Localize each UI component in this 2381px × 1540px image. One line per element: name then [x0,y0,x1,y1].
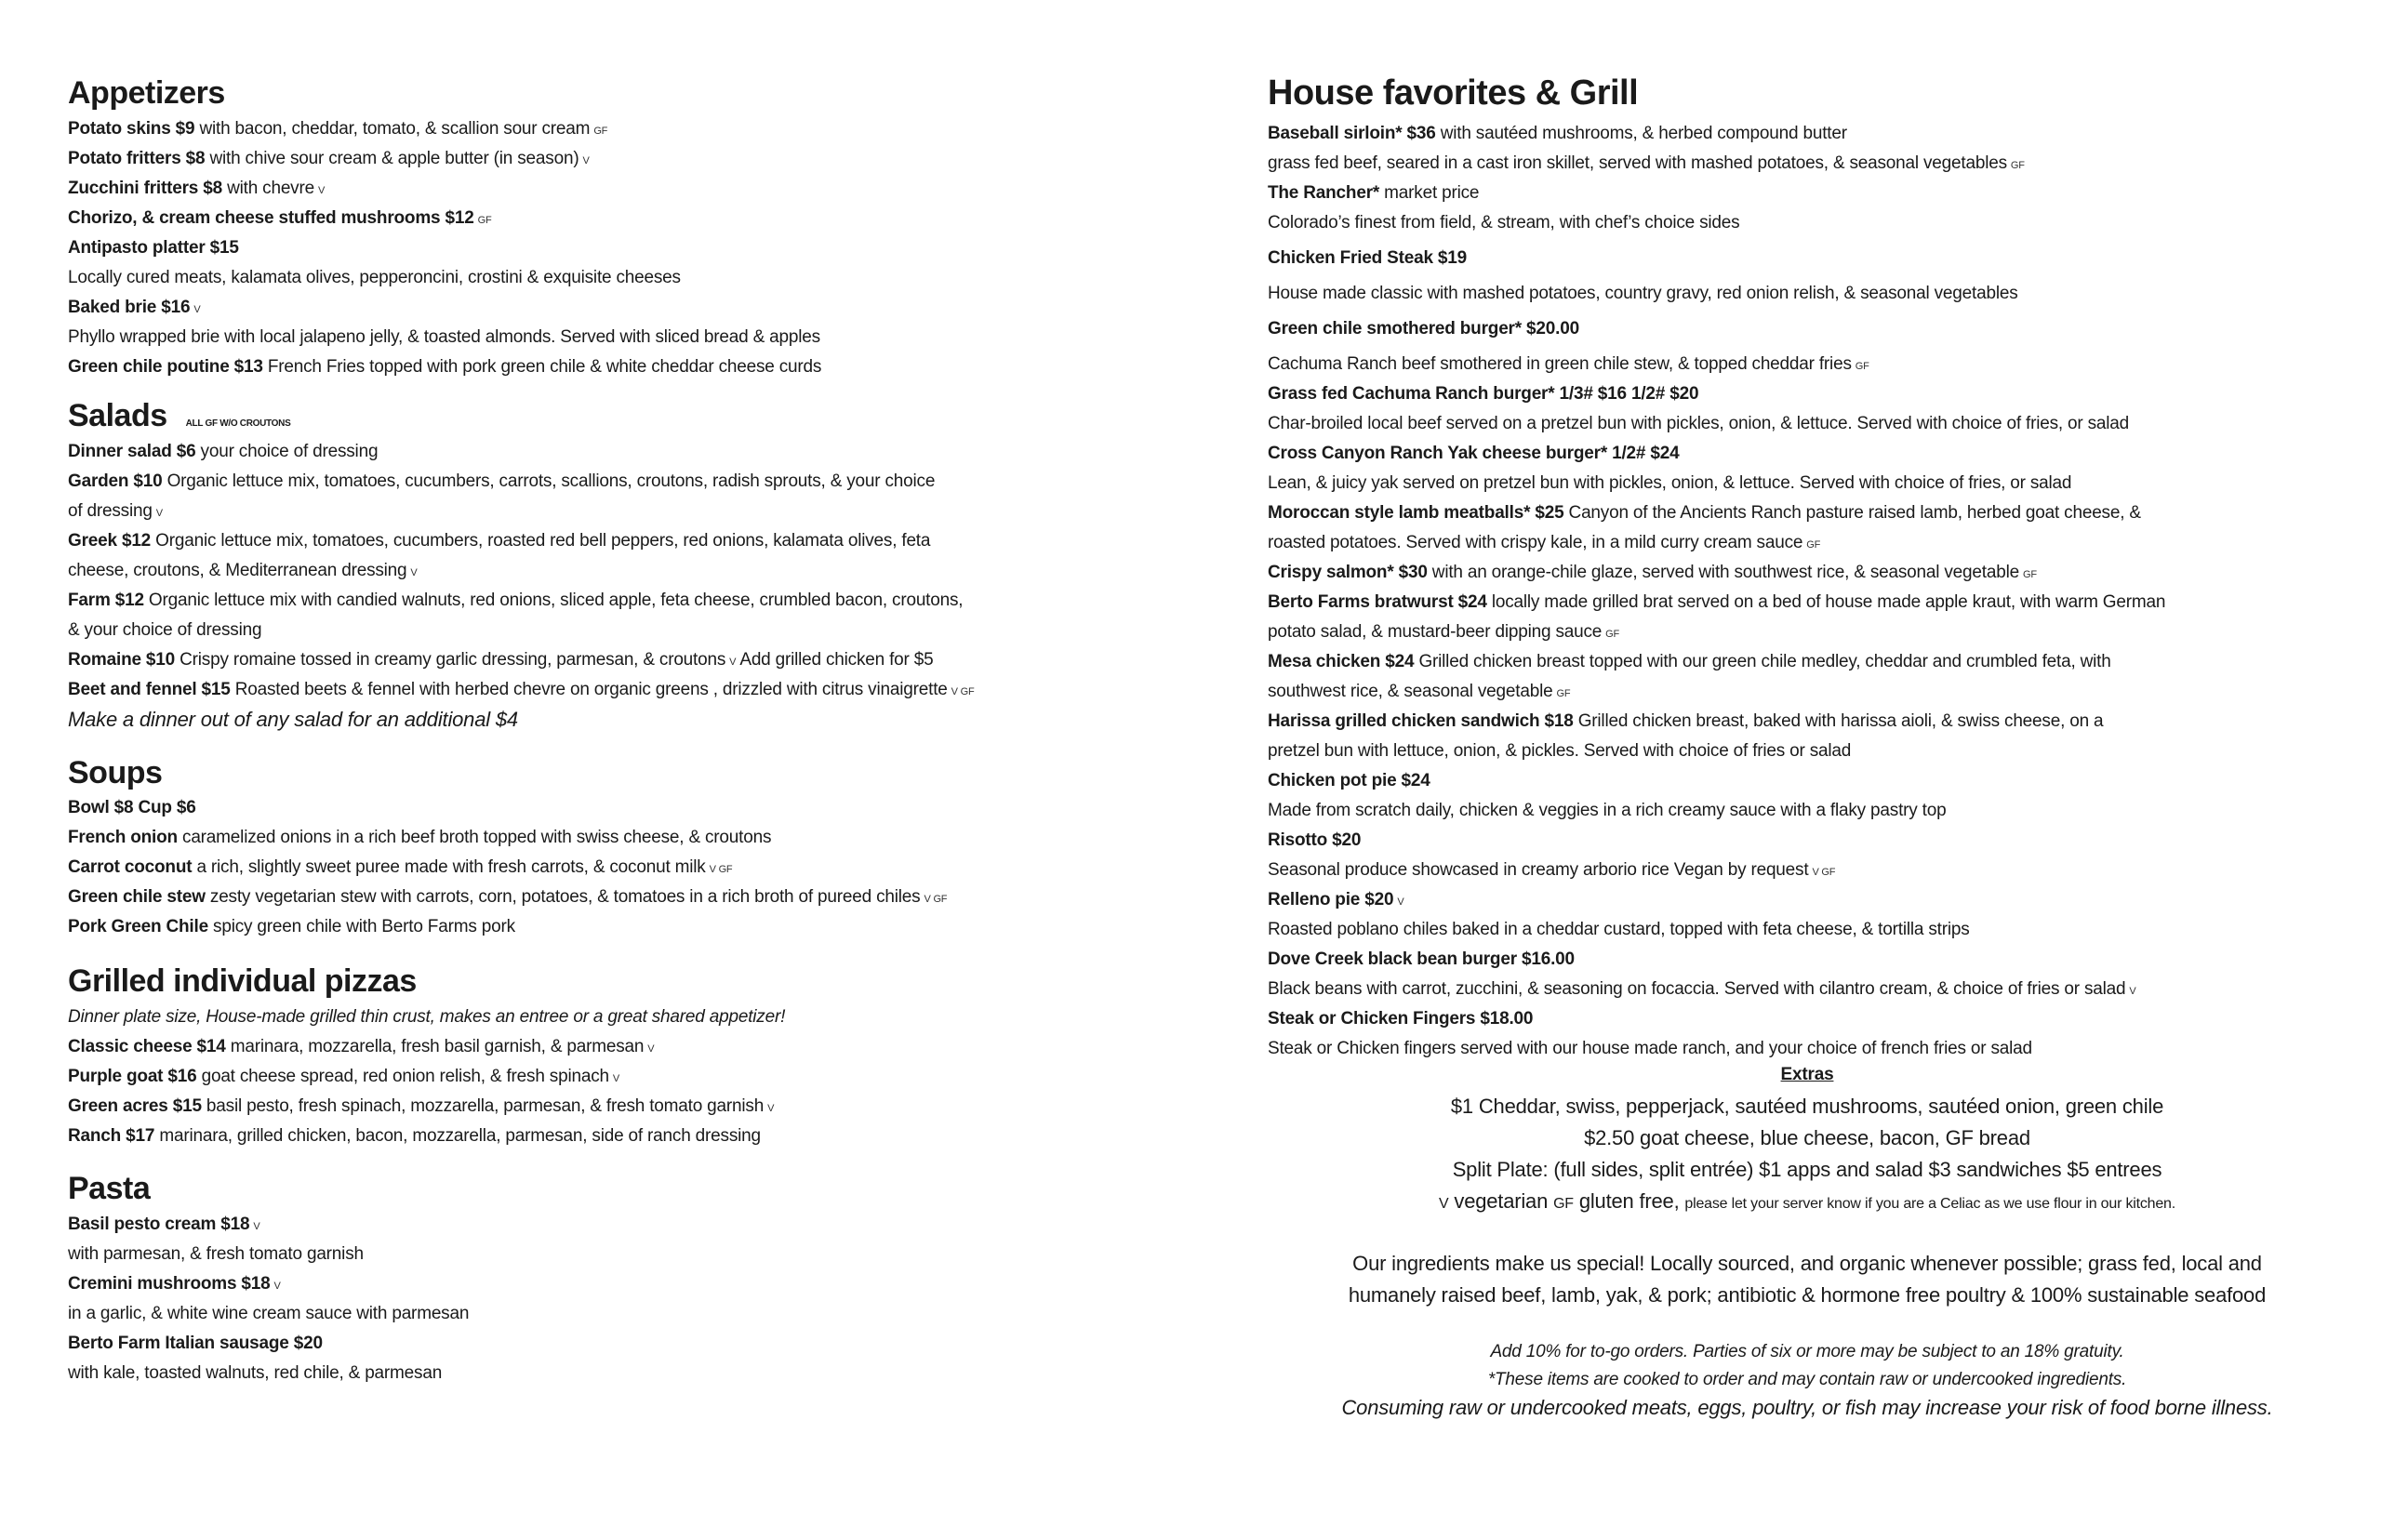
menu-item [68,856,732,881]
item-description: with chive sour cream & apple butter (in season) [205,149,579,168]
item-description: with sautéed mushrooms, & herbed compound butter [1435,124,1847,143]
salads-title: Salads [68,398,167,433]
item-description: House made classic with mashed potatoes, country gravy, red onion relish, & seasonal vegetables [1268,284,2018,303]
item-name: Ranch $17 [68,1126,155,1146]
soups-pricing [68,797,196,819]
menu-item [68,649,934,673]
item-description: marinara, grilled chicken, bacon, mozzarella, parmesan, side of ranch dressing [154,1126,761,1146]
item-name: Green chile stew [68,887,206,907]
item-description: roasted potatoes. Served with crispy kale, in a mild curry cream sauce [1268,533,1803,552]
dietary-tag: V [253,1221,260,1232]
item-name: Purple goat $16 [68,1067,197,1086]
item-description: potato salad, & mustard-beer dipping sauce [1268,622,1603,642]
item-name: Beet and fennel $15 [68,680,231,699]
item-description: market price [1379,183,1480,203]
item-description: Phyllo wrapped brie with local jalapeno jelly, & toasted almonds. Served with sliced bread & apples [68,327,820,347]
dietary-tag: GF [593,126,608,137]
item-description: Steak or Chicken fingers served with our house made ranch, and your choice of french fries or salad [1268,1039,2032,1058]
item-name: Steak or Chicken Fingers $18.00 [1268,1009,1534,1029]
legend-celiac: please let your server know if you are a Celiac as we use flour in our kitchen. [1684,1196,2175,1212]
extras-title-row [1268,1062,2347,1088]
item-description: Seasonal produce showcased in creamy arborio rice Vegan by request [1268,860,1809,880]
item-name: Pork Green Chile [68,917,208,936]
item-name: Mesa chicken $24 [1268,652,1415,671]
item-name: Green acres $15 [68,1096,202,1116]
item-description: with an orange-chile glaze, served with southwest rice, & seasonal vegetable [1427,563,2019,582]
menu-item [68,679,975,703]
item-description: Organic lettuce mix with candied walnuts, red onions, sliced apple, feta cheese, crumbled bacon, croutons, [143,591,964,610]
item-name: Zucchini fritters $8 [68,179,222,198]
dietary-tag: V GF [709,864,733,875]
dietary-tag: GF [1556,688,1571,699]
item-description: with parmesan, & fresh tomato garnish [68,1244,364,1264]
menu-item [1268,353,1869,378]
menu-item [68,1303,469,1325]
item-name: Moroccan style lamb meatballs* $25 [1268,503,1564,523]
dietary-tag: V [273,1281,281,1292]
section-title-appetizers: Appetizers [68,75,225,111]
menu-item [68,1273,281,1297]
item-addon: Add grilled chicken for $5 [736,650,934,670]
dietary-tag: V [317,185,326,196]
menu-item [1268,770,1430,792]
item-name: Classic cheese $14 [68,1037,226,1056]
menu-item [68,441,378,463]
menu-item [1268,978,2136,1002]
item-name: Harissa grilled chicken sandwich $18 [1268,711,1574,731]
menu-item [68,886,947,910]
item-name: Carrot coconut [68,857,193,877]
menu-item [1268,383,1698,405]
menu-item [1268,740,1851,763]
dietary-tag: GF [2022,569,2037,580]
menu-item [68,207,491,232]
section-title-pasta: Pasta [68,1171,151,1206]
dietary-tag: V [410,567,418,578]
menu-item [1268,800,1947,822]
item-name: Farm $12 [68,591,144,610]
item-description: pretzel bun with lettuce, onion, & pickles. Served with choice of fries or salad [1268,741,1852,761]
extras-title: Extras [1780,1065,1834,1084]
item-name: Risotto $20 [1268,830,1362,850]
item-name: Baseball sirloin* $36 [1268,124,1436,143]
menu-item [1268,591,2165,614]
item-description: Black beans with carrot, zucchini, & seasoning on focaccia. Served with cilantro cream, & choice of fries or salad [1268,979,2126,999]
item-description: spicy green chile with Berto Farms pork [207,917,515,936]
menu-item [68,1095,774,1120]
menu-item [1268,318,1579,340]
item-description: & your choice of dressing [68,620,262,640]
item-description: Crispy romaine tossed in creamy garlic dressing, parmesan, & croutons [175,650,726,670]
menu-item [1268,472,2071,495]
legend-gf: GF [1553,1196,1574,1212]
menu-item [68,471,935,493]
dietary-tag: GF [1605,629,1620,640]
dietary-tag: GF [1855,361,1869,372]
item-name: Berto Farm Italian sausage $20 [68,1334,323,1353]
item-description: Locally cured meats, kalamata olives, pepperoncini, crostini & exquisite cheeses [68,268,681,287]
salads-note: ALL GF W/O CROUTONS [185,418,291,429]
item-description: basil pesto, fresh spinach, mozzarella, parmesan, & fresh tomato garnish [201,1096,765,1116]
extras-line: $2.50 goat cheese, blue cheese, bacon, GF bread [1584,1126,2030,1149]
item-name: Relleno pie $20 [1268,890,1394,909]
legend-gf-label: gluten free, [1578,1189,1680,1213]
item-name: Dove Creek black bean burger $16.00 [1268,949,1575,969]
menu-item [1268,949,1575,971]
soups-pricing-text: Bowl $8 Cup $6 [68,798,196,817]
item-description: goat cheese spread, red onion relish, & fresh spinach [196,1067,609,1086]
item-name: Chicken Fried Steak $19 [1268,248,1468,268]
item-name: Chicken pot pie $24 [1268,771,1430,790]
item-description: Lean, & juicy yak served on pretzel bun with pickles, onion, & lettuce. Served with choice of fries, or salad [1268,473,2072,493]
item-name: Chorizo, & cream cheese stuffed mushrooms $12 [68,208,474,228]
menu-item [1268,532,1820,556]
menu-item [1268,1008,1533,1030]
item-description: with chevre [222,179,314,198]
menu-item [68,178,325,202]
dietary-legend [1268,1188,2347,1217]
menu-item [1268,889,1403,913]
section-title-soups: Soups [68,755,163,790]
dietary-tag: V [729,657,737,668]
section-title-house-favorites: House favorites & Grill [1268,73,1639,113]
item-description: Roasted poblano chiles baked in a cheddar custard, topped with feta cheese, & tortilla strips [1268,920,1970,939]
menu-item [68,827,771,849]
item-description: Colorado’s finest from field, & stream, with chef’s choice sides [1268,213,1740,232]
menu-item [68,118,607,142]
item-name: French onion [68,828,178,847]
item-name: Grass fed Cachuma Ranch burger* 1/3# $16 1/2# $20 [1268,384,1699,404]
dietary-tag: V [193,304,201,315]
item-name: Baked brie $16 [68,298,191,317]
menu-item [1268,247,1467,270]
menu-item [1268,182,1479,205]
menu-item [68,356,821,378]
item-name: Berto Farms bratwurst $24 [1268,592,1487,612]
menu-item [1268,681,1570,705]
item-name: Green chile smothered burger* $20.00 [1268,319,1579,339]
dietary-tag: V GF [924,894,948,905]
item-name: Greek $12 [68,531,152,551]
disclaimer: Consuming raw or undercooked meats, eggs, poultry, or fish may increase your risk of food borne illness. [1341,1396,2273,1419]
item-name: Basil pesto cream $18 [68,1215,250,1234]
menu-item [68,560,418,584]
item-description: of dressing [68,501,153,521]
item-name: Cross Canyon Ranch Yak cheese burger* 1/2# $24 [1268,444,1680,463]
dietary-tag: V [647,1043,655,1055]
menu-item [1268,502,2141,524]
item-name: Potato skins $9 [68,119,195,139]
item-description: in a garlic, & white wine cream sauce with parmesan [68,1304,470,1323]
dietary-tag: GF [2010,160,2025,171]
dietary-tag: V GF [951,686,975,697]
dietary-tag: V [1397,896,1404,908]
menu-item [1268,651,2111,673]
item-description: French Fries topped with pork green chile & white cheddar cheese curds [262,357,822,377]
menu-item [1268,710,2103,733]
menu-item [1268,443,1679,465]
menu-item [68,297,200,321]
menu-item [68,1125,761,1148]
item-name: The Rancher* [1268,183,1380,203]
item-name: Romaine $10 [68,650,176,670]
dietary-tag: V GF [1812,867,1836,878]
item-description: your choice of dressing [195,442,379,461]
section-title-salads [68,397,290,443]
ingredients-statement: humanely raised beef, lamb, yak, & pork; antibiotic & hormone free poultry & 100% sustainable seafood [1348,1283,2267,1307]
item-description: Grilled chicken breast topped with our green chile medley, cheddar and crumbled feta, with [1414,652,2111,671]
item-name: Antipasto platter $15 [68,238,239,258]
menu-item [68,1214,260,1238]
item-name: Cremini mushrooms $18 [68,1274,271,1294]
legend-v-label: vegetarian [1454,1189,1549,1213]
item-description: Grilled chicken breast, baked with harissa aioli, & swiss cheese, on a [1573,711,2104,731]
item-description: locally made grilled brat served on a bed of house made apple kraut, with warm German [1486,592,2166,612]
menu-item [1268,212,1739,234]
item-description: grass fed beef, seared in a cast iron skillet, served with mashed potatoes, & seasonal vegetables [1268,153,2007,173]
disclaimer: *These items are cooked to order and may contain raw or undercooked ingredients. [1487,1370,2127,1389]
menu-item [68,326,820,349]
menu-item [1268,123,1847,145]
item-description: with bacon, cheddar, tomato, & scallion sour cream [194,119,591,139]
item-description: a rich, slightly sweet puree made with fresh carrots, & coconut milk [192,857,706,877]
menu-item [1268,1038,2032,1060]
menu-item [68,1036,654,1060]
item-description: Roasted beets & fennel with herbed chevre on organic greens , drizzled with citrus vinaigrette [230,680,948,699]
menu-item [68,916,515,938]
extras-line: $1 Cheddar, swiss, pepperjack, sautéed mushrooms, sautéed onion, green chile [1450,1095,2164,1118]
menu-item [68,619,261,642]
item-description: zesty vegetarian stew with carrots, corn, potatoes, & tomatoes in a rich broth of pureed chiles [205,887,921,907]
dietary-tag: V [155,508,163,519]
menu-item [68,237,239,259]
item-description: with kale, toasted walnuts, red chile, & parmesan [68,1363,443,1383]
item-description: marinara, mozzarella, fresh basil garnish, & parmesan [225,1037,645,1056]
menu-item [68,1243,364,1266]
extras-line: Split Plate: (full sides, split entrée) $1 apps and salad $3 sandwiches $5 entrees [1452,1158,2162,1181]
item-description: Canyon of the Ancients Ranch pasture raised lamb, herbed goat cheese, & [1563,503,2141,523]
dietary-tag: V [612,1073,620,1084]
menu-item [68,1333,323,1355]
dietary-tag: V [2129,986,2136,997]
menu-item [1268,283,2018,305]
menu-item [68,148,590,172]
section-title-pizzas: Grilled individual pizzas [68,963,417,999]
item-description: cheese, croutons, & Mediterranean dressing [68,561,407,580]
dietary-tag: V [767,1103,775,1114]
item-name: Potato fritters $8 [68,149,206,168]
menu-item [1268,919,1970,941]
menu-item [68,500,163,524]
menu-item [68,530,930,552]
menu-item [68,590,963,612]
menu-item [68,1066,619,1090]
menu-item [1268,830,1361,852]
dietary-tag: V [582,155,590,166]
item-description: Organic lettuce mix, tomatoes, cucumbers, carrots, scallions, croutons, radish sprouts, & your choice [162,471,936,491]
menu-item [1268,859,1835,883]
menu-item [1268,621,1619,645]
item-name: Green chile poutine $13 [68,357,263,377]
pizzas-subtitle: Dinner plate size, House-made grilled thin crust, makes an entree or a great shared appetizer! [68,1007,786,1027]
menu-item [68,1362,442,1385]
menu-item [1268,153,2025,177]
disclaimer: Add 10% for to-go orders. Parties of six or more may be subject to an 18% gratuity. [1490,1342,2124,1361]
menu-item [68,267,681,289]
menu-item [1268,413,2129,435]
salads-footer: Make a dinner out of any salad for an additional $4 [68,708,518,731]
item-description: caramelized onions in a rich beef broth topped with swiss cheese, & croutons [177,828,772,847]
legend-v: V [1438,1196,1449,1212]
item-description: Made from scratch daily, chicken & veggies in a rich creamy sauce with a flaky pastry top [1268,801,1947,820]
dietary-tag: GF [477,215,492,226]
item-name: Dinner salad $6 [68,442,196,461]
item-description: Organic lettuce mix, tomatoes, cucumbers, roasted red bell peppers, red onions, kalamata olives, feta [151,531,931,551]
menu-item [1268,562,2037,586]
item-description: southwest rice, & seasonal vegetable [1268,682,1553,701]
item-description: Cachuma Ranch beef smothered in green chile stew, & topped cheddar fries [1268,354,1852,374]
ingredients-statement: Our ingredients make us special! Locally sourced, and organic whenever possible; grass fed, local and [1352,1252,2262,1275]
dietary-tag: GF [1806,539,1821,551]
item-name: Garden $10 [68,471,163,491]
item-name: Crispy salmon* $30 [1268,563,1428,582]
item-description: Char-broiled local beef served on a pretzel bun with pickles, onion, & lettuce. Served with choice of fries, or salad [1268,414,2130,433]
